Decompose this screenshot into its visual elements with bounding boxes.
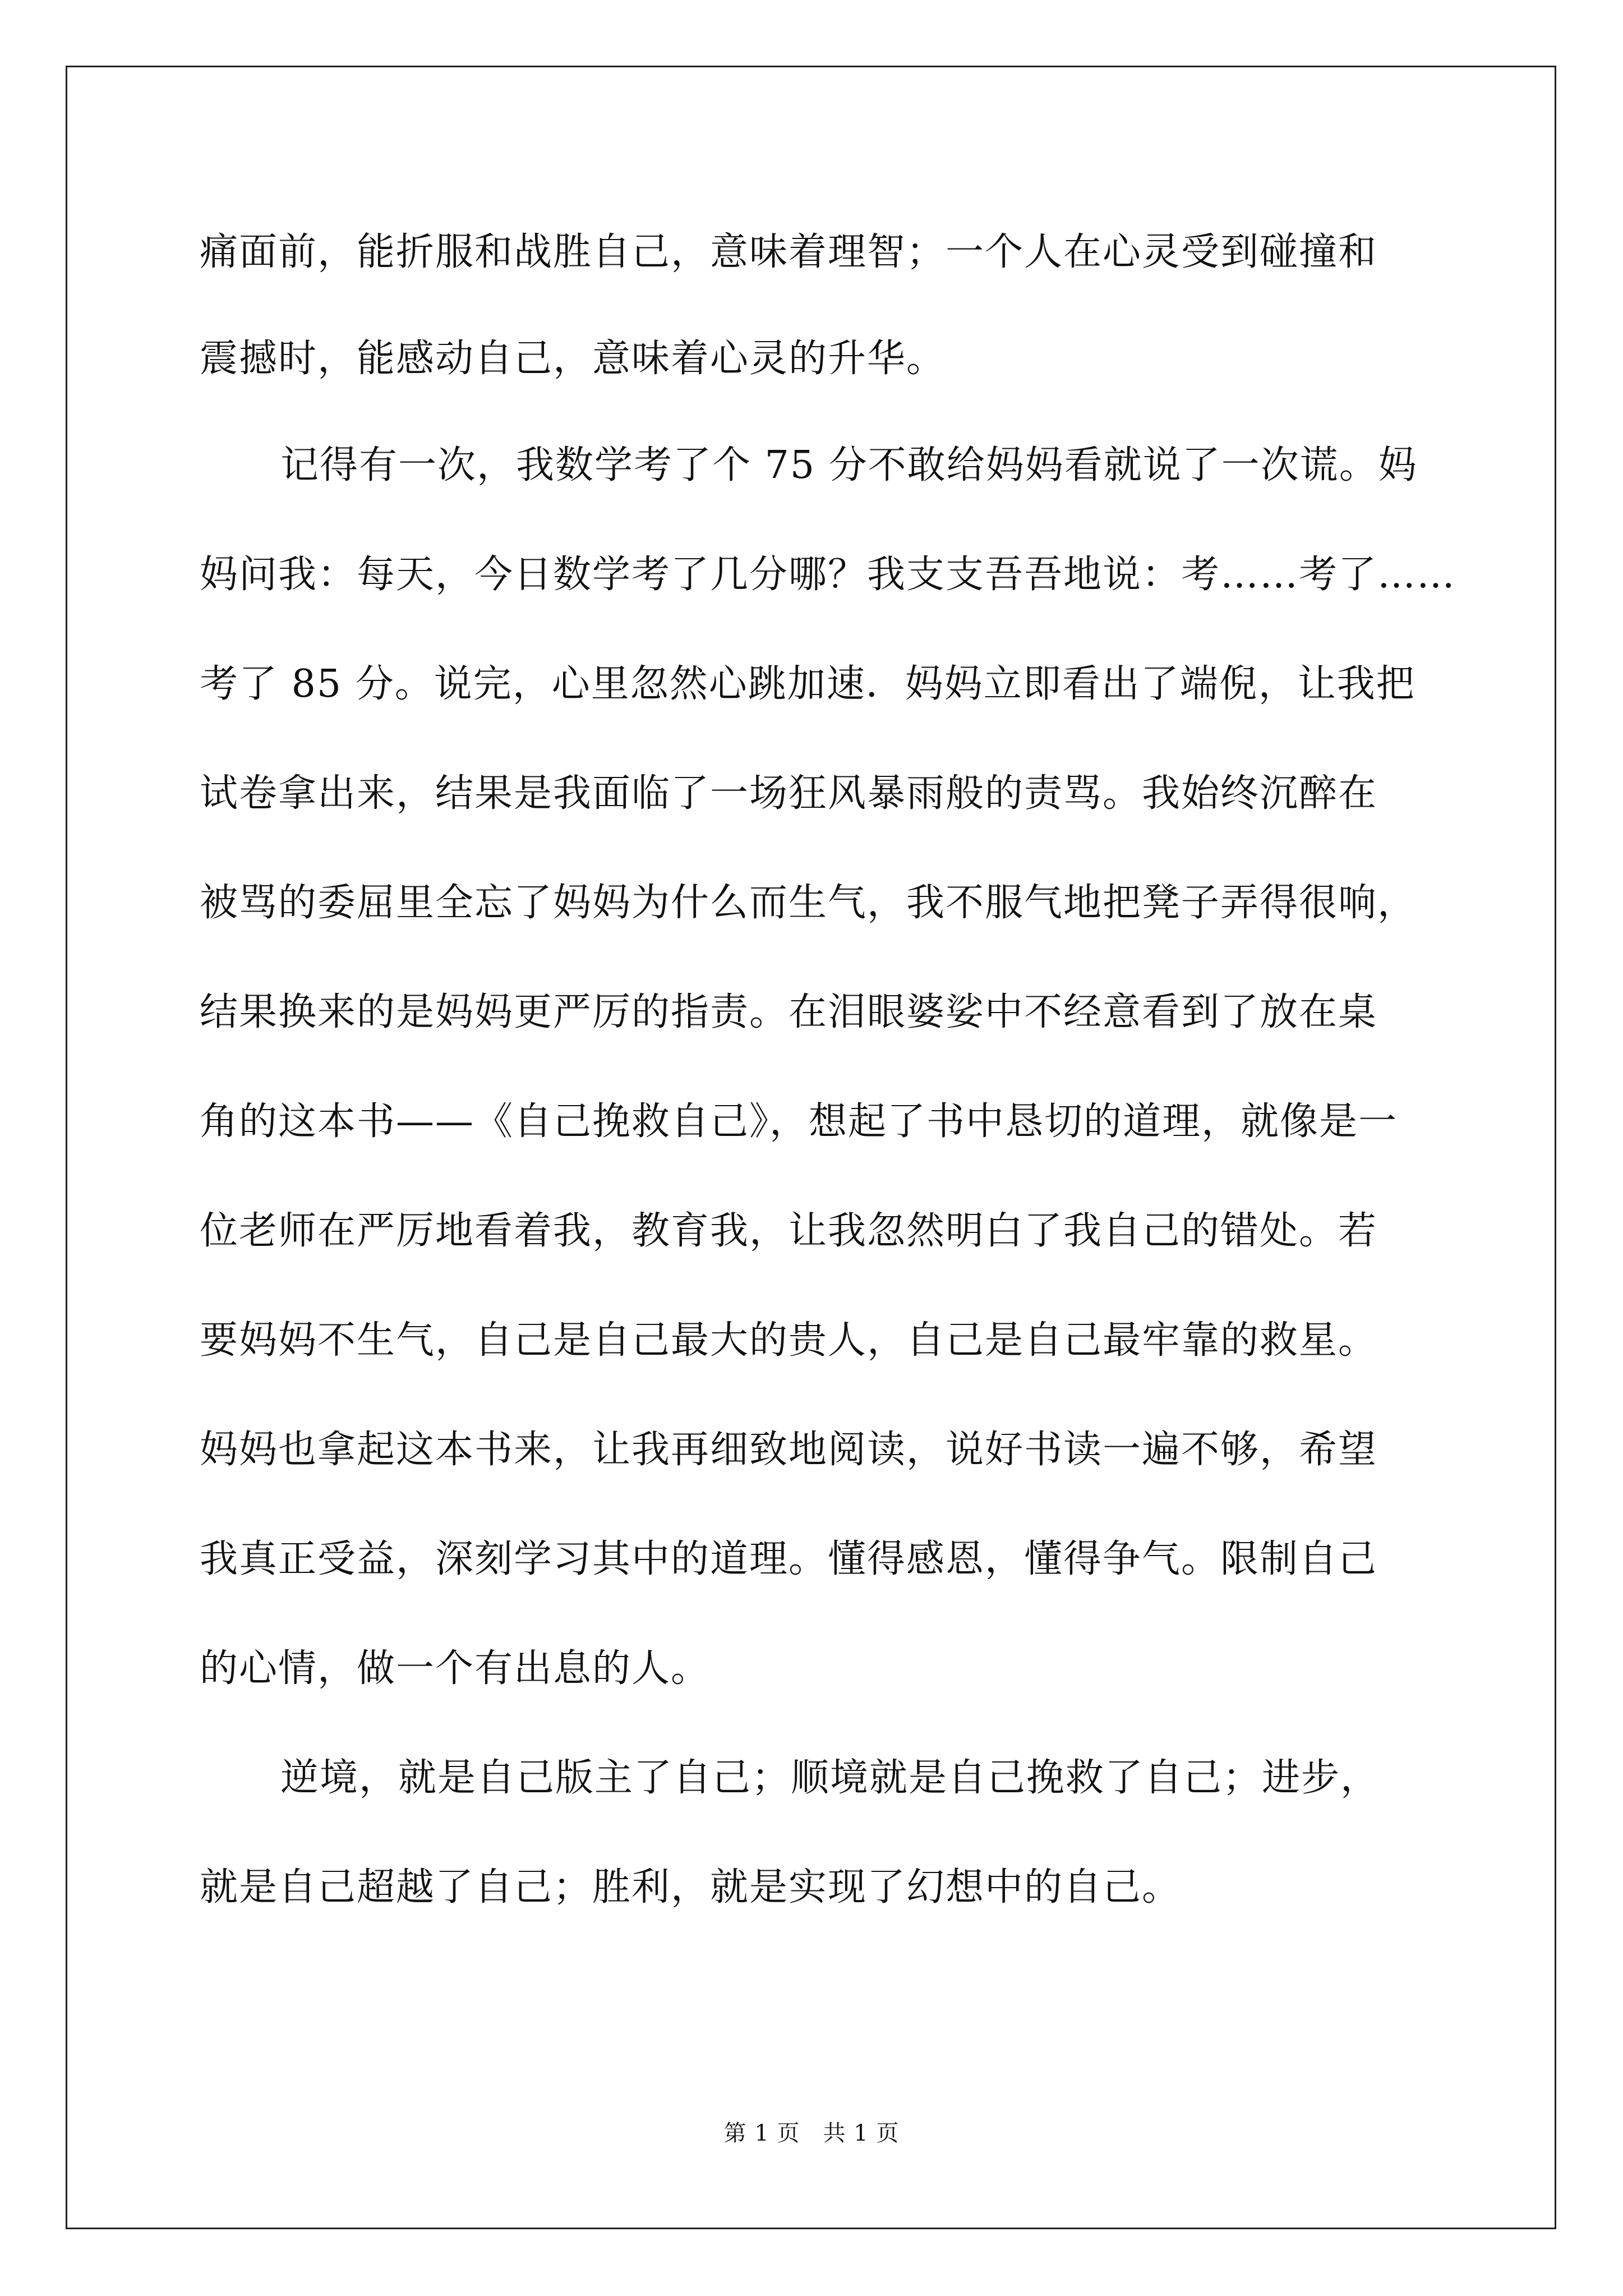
paragraph-1-line-1: 痛面前，能折服和战胜自己，意味着理智；一个人在心灵受到碰撞和 — [200, 230, 1378, 274]
paragraph-2-line-5: 被骂的委屈里全忘了妈妈为什么而生气，我不服气地把凳子弄得很响， — [200, 881, 1417, 925]
paragraph-2-line-8: 位老师在严厉地看着我，教育我，让我忽然明白了我自己的错处。若 — [200, 1209, 1378, 1253]
paragraph-2-line-9: 要妈妈不生气，自己是自己最大的贵人，自己是自己最牢靠的救星。 — [200, 1318, 1378, 1363]
page-number-footer: 第 1 页 共 1 页 — [723, 2120, 900, 2146]
paragraph-2-line-11: 我真正受益，深刻学习其中的道理。懂得感恩，懂得争气。限制自己 — [200, 1537, 1378, 1581]
paragraph-3-line-1: 逆境，就是自己版主了自己；顺境就是自己挽救了自己；进步， — [280, 1756, 1380, 1800]
paragraph-2-line-6: 结果换来的是妈妈更严厉的指责。在泪眼婆娑中不经意看到了放在桌 — [200, 990, 1378, 1034]
paragraph-2-line-2: 妈问我：每天，今日数学考了几分哪？我支支吾吾地说：考……考了…… — [200, 553, 1456, 597]
paragraph-2-line-10: 妈妈也拿起这本书来，让我再细致地阅读，说好书读一遍不够，希望 — [200, 1428, 1378, 1472]
paragraph-2-line-1: 记得有一次，我数学考了个 75 分不敢给妈妈看就说了一次谎。妈 — [280, 443, 1418, 487]
paragraph-1-line-2: 震撼时，能感动自己，意味着心灵的升华。 — [200, 337, 946, 381]
paragraph-2-line-3: 考了 85 分。说完，心里忽然心跳加速．妈妈立即看出了端倪，让我把 — [200, 662, 1415, 706]
paragraph-2-line-12: 的心情，做一个有出息的人。 — [200, 1646, 711, 1691]
paragraph-2-line-4: 试卷拿出来，结果是我面临了一场狂风暴雨般的责骂。我始终沉醉在 — [200, 771, 1378, 816]
paragraph-2-line-7: 角的这本书——《自己挽救自己》，想起了书中恳切的道理，就像是一 — [200, 1099, 1398, 1144]
paragraph-3-line-2: 就是自己超越了自己；胜利，就是实现了幻想中的自己。 — [200, 1865, 1182, 1910]
